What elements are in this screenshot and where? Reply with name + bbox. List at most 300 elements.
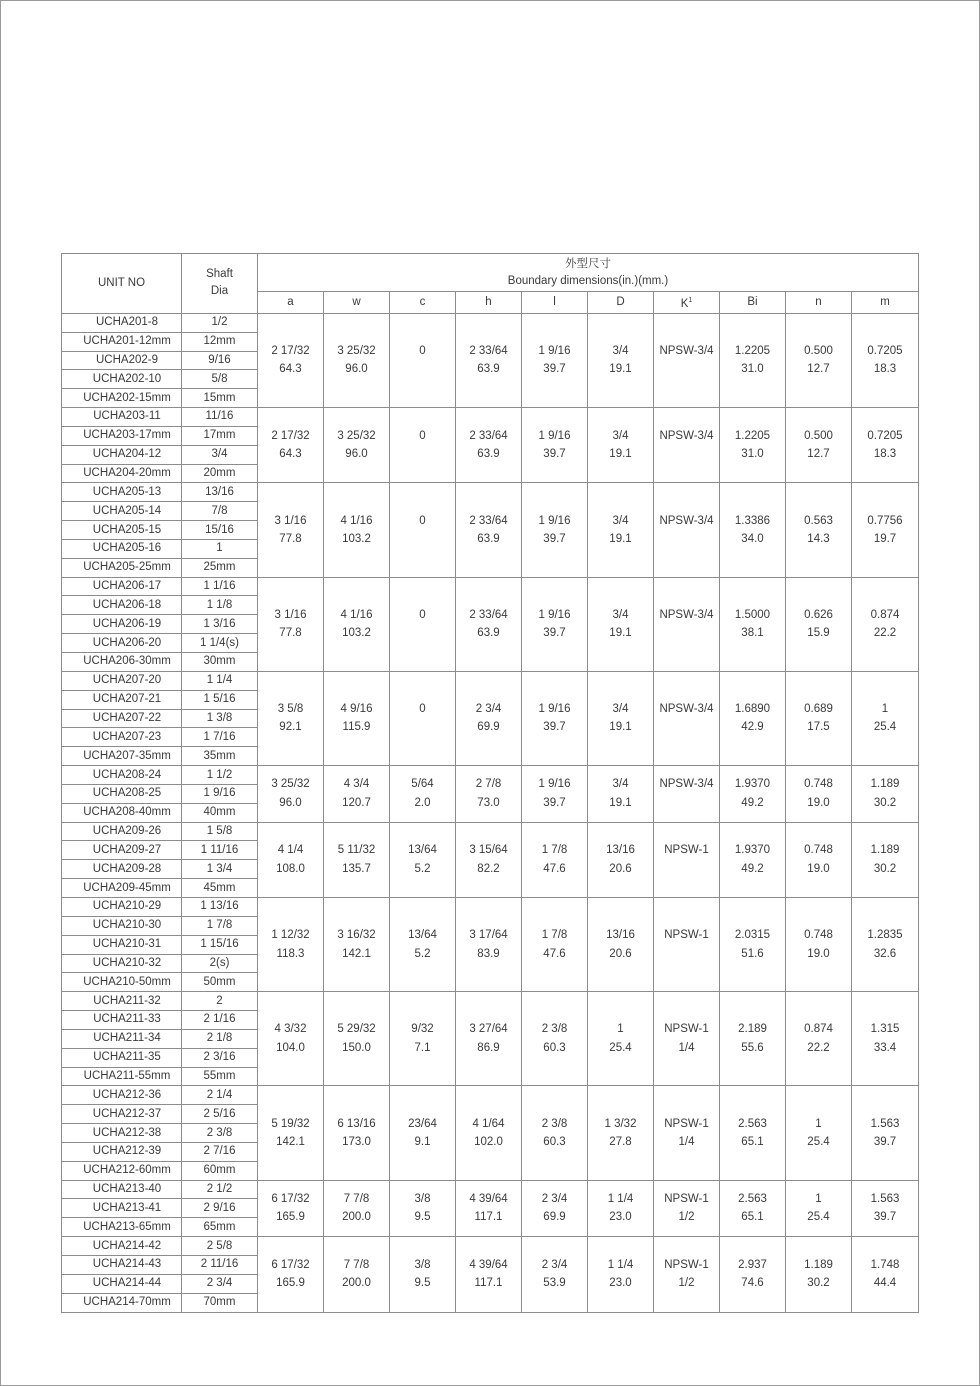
dim-d-inch: 3/4 [612,514,629,527]
dim-bi-cell [720,577,786,671]
unit-no-cell: UCHA212-60mm [62,1161,182,1180]
dim-n-mm: 25.4 [807,1136,830,1149]
dim-l-inch: 1 9/16 [538,778,571,791]
dim-c-mm [390,624,455,643]
shaft-dia-cell: 1 [182,539,258,558]
dim-w-cell [324,1086,390,1180]
dim-k-cell [654,577,720,671]
dim-w-cell [324,822,390,897]
dim-l-cell [522,897,588,991]
dim-w-mm: 200.0 [342,1211,371,1224]
dim-m-cell [852,577,919,671]
dim-d-inch: 1 3/32 [604,1117,637,1130]
col-header-h: h [456,292,522,314]
table-row [62,822,919,841]
table-row [62,1237,919,1256]
dim-a-inch: 3 1/16 [274,514,307,527]
dim-d-mm: 23.0 [609,1277,632,1290]
shaft-dia-cell: 2 3/4 [182,1274,258,1293]
dim-l-inch: 1 9/16 [538,344,571,357]
unit-no-cell: UCHA205-13 [62,483,182,502]
shaft-dia-cell: 3/4 [182,445,258,464]
dim-c-inch: 23/64 [408,1117,437,1130]
dim-k-cell [654,1237,720,1312]
dim-w-inch: 6 13/16 [337,1117,376,1130]
dim-bi-mm: 55.6 [741,1041,764,1054]
dim-a-cell [258,1237,324,1312]
shaft-dia-cell: 1 1/16 [182,577,258,596]
dim-h-cell [456,992,522,1086]
dim-l-cell [522,1180,588,1237]
dim-n-cell [786,1237,852,1312]
dim-bi-cell [720,992,786,1086]
unit-no-cell: UCHA214-42 [62,1237,182,1256]
dim-bi-inch: 1.9370 [734,844,771,857]
dim-h-inch: 3 17/64 [469,929,508,942]
dim-a-inch: 4 1/4 [277,844,304,857]
dim-w-mm: 150.0 [342,1041,371,1054]
unit-no-cell: UCHA203-11 [62,408,182,427]
dim-c-cell [390,483,456,577]
unit-no-cell: UCHA206-30mm [62,653,182,672]
table-row [62,766,919,785]
dim-m-cell [852,822,919,897]
dim-c-inch: 5/64 [411,778,434,791]
dim-c-inch: 0 [419,702,426,715]
dim-h-inch: 2 33/64 [469,608,508,621]
dim-k-inch: NPSW-3/4 [659,429,714,442]
dim-bi-mm: 65.1 [741,1211,764,1224]
dim-n-mm: 19.0 [807,862,830,875]
table-row [62,577,919,596]
dim-c-inch: 0 [419,429,426,442]
dim-k-mm [654,624,719,643]
dim-a-cell [258,483,324,577]
dim-w-inch: 4 1/16 [340,608,373,621]
col-header-d: D [588,292,654,314]
dim-l-cell [522,992,588,1086]
dim-d-cell [588,822,654,897]
col-header-bi: Bi [720,292,786,314]
dim-l-mm: 69.9 [543,1211,566,1224]
unit-no-cell: UCHA206-20 [62,634,182,653]
table-row [62,897,919,916]
shaft-dia-cell: 1/2 [182,313,258,332]
dim-a-cell [258,577,324,671]
dim-c-inch: 3/8 [414,1258,431,1271]
dim-d-inch: 3/4 [612,429,629,442]
dim-bi-inch: 2.937 [738,1258,767,1271]
dim-m-mm: 39.7 [873,1211,897,1224]
dim-n-inch: 0.563 [804,514,833,527]
dim-l-mm: 39.7 [543,448,566,461]
dim-m-cell [852,897,919,991]
unit-no-cell: UCHA201-8 [62,313,182,332]
dim-n-mm: 14.3 [807,533,830,546]
dim-m-inch: 0.7205 [867,429,903,442]
dim-l-cell [522,483,588,577]
unit-no-cell: UCHA209-28 [62,860,182,879]
dim-k-mm: 1/4 [678,1136,695,1149]
dim-a-inch: 2 17/32 [271,429,310,442]
shaft-dia-cell: 1 9/16 [182,784,258,803]
header-shaft-line2: Dia [210,285,229,298]
dim-bi-cell [720,1237,786,1312]
shaft-dia-cell: 2 1/2 [182,1180,258,1199]
dim-a-mm: 64.3 [279,363,302,376]
dim-bi-mm: 65.1 [741,1136,764,1149]
unit-no-cell: UCHA214-43 [62,1256,182,1275]
table-row [62,483,919,502]
dim-k-inch: NPSW-3/4 [659,608,714,621]
dim-d-mm: 19.1 [609,627,632,640]
dim-bi-mm: 31.0 [741,363,764,376]
dim-l-inch: 1 7/8 [541,844,568,857]
dim-d-mm: 20.6 [609,947,632,960]
dim-m-mm: 44.4 [873,1277,897,1290]
dim-n-inch: 0.748 [804,778,833,791]
dim-c-mm [390,445,455,464]
dim-bi-cell [720,483,786,577]
dim-c-inch: 13/64 [408,929,437,942]
dim-w-inch: 3 25/32 [337,344,376,357]
dim-bi-inch: 1.5000 [734,608,771,621]
dim-d-cell [588,766,654,823]
dim-bi-inch: 1.2205 [734,429,771,442]
dim-a-mm: 104.0 [276,1041,305,1054]
header-title-en: Boundary dimensions(in.)(mm.) [507,274,669,287]
dim-k-inch: NPSW-1 [664,1023,709,1036]
dim-a-mm: 64.3 [279,448,302,461]
shaft-dia-cell: 55mm [182,1067,258,1086]
shaft-dia-cell: 1 5/8 [182,822,258,841]
dim-c-cell [390,1086,456,1180]
dimensions-table [61,253,919,1313]
shaft-dia-cell: 1 1/2 [182,766,258,785]
dim-m-inch: 1.563 [870,1192,900,1205]
dim-k-cell [654,313,720,407]
unit-no-cell: UCHA214-70mm [62,1293,182,1312]
dim-k-inch: NPSW-3/4 [659,702,714,715]
dim-c-cell [390,992,456,1086]
dim-c-inch: 3/8 [414,1192,431,1205]
dim-n-inch: 0.500 [804,429,833,442]
dim-h-inch: 2 7/8 [475,778,502,791]
shaft-dia-cell: 30mm [182,653,258,672]
dim-h-mm: 63.9 [477,533,500,546]
dim-k-mm: 1/4 [678,1041,695,1054]
table-row [62,313,919,332]
dim-n-inch: 1 [815,1192,822,1205]
col-header-c: c [390,292,456,314]
unit-no-cell: UCHA212-37 [62,1105,182,1124]
dim-m-cell [852,483,919,577]
dim-bi-cell [720,1086,786,1180]
dim-l-inch: 2 3/4 [541,1258,568,1271]
dim-w-mm: 103.2 [342,627,371,640]
shaft-dia-cell: 2 3/8 [182,1124,258,1143]
dim-h-cell [456,671,522,765]
dim-l-cell [522,1086,588,1180]
shaft-dia-cell: 12mm [182,332,258,351]
dim-a-mm: 77.8 [279,533,302,546]
dim-bi-mm: 31.0 [741,448,764,461]
dim-bi-mm: 49.2 [741,796,764,809]
dim-m-inch: 1.748 [870,1258,900,1271]
unit-no-cell: UCHA209-26 [62,822,182,841]
dim-d-mm: 19.1 [609,363,632,376]
shaft-dia-cell: 70mm [182,1293,258,1312]
col-header-w: w [324,292,390,314]
header-unit-no: UNIT NO [62,254,182,314]
dim-a-cell [258,313,324,407]
dim-c-cell [390,1237,456,1312]
dim-m-inch: 0.7756 [867,514,903,527]
header-title-cn: 外型尺寸 [565,257,611,270]
dim-d-mm: 19.1 [609,448,632,461]
dim-m-cell [852,1180,919,1237]
dim-n-cell [786,1180,852,1237]
dim-m-mm: 39.7 [873,1136,897,1149]
shaft-dia-cell: 1 15/16 [182,935,258,954]
dim-w-cell [324,483,390,577]
dim-m-cell [852,1237,919,1312]
shaft-dia-cell: 40mm [182,803,258,822]
dim-k-cell [654,1086,720,1180]
dim-k-cell [654,408,720,483]
dim-w-mm: 120.7 [342,796,371,809]
dim-w-cell [324,992,390,1086]
shaft-dia-cell: 60mm [182,1161,258,1180]
dim-a-inch: 3 5/8 [277,702,304,715]
dim-bi-cell [720,822,786,897]
dim-d-cell [588,313,654,407]
dim-l-cell [522,766,588,823]
dim-a-mm: 96.0 [279,796,302,809]
dim-h-mm: 63.9 [477,627,500,640]
shaft-dia-cell: 50mm [182,973,258,992]
dim-k-mm: 1/2 [678,1211,695,1224]
dim-a-cell [258,671,324,765]
dim-bi-mm: 38.1 [741,627,764,640]
dim-d-cell [588,1237,654,1312]
dim-bi-mm: 42.9 [741,721,764,734]
dim-k-cell [654,897,720,991]
dim-c-inch: 13/64 [408,844,437,857]
dim-w-mm: 103.2 [342,533,371,546]
dim-m-cell [852,1086,919,1180]
dim-a-mm: 165.9 [276,1277,305,1290]
dim-h-mm: 102.0 [474,1136,503,1149]
dim-d-mm: 23.0 [609,1211,632,1224]
dim-a-cell [258,766,324,823]
shaft-dia-cell: 65mm [182,1218,258,1237]
dim-h-mm: 117.1 [474,1211,503,1224]
dim-bi-mm: 74.6 [741,1277,764,1290]
dim-n-cell [786,766,852,823]
dim-bi-inch: 2.0315 [734,929,771,942]
dim-w-cell [324,766,390,823]
dim-k-mm [654,445,719,464]
dim-h-cell [456,408,522,483]
dim-c-cell [390,577,456,671]
shaft-dia-cell: 5/8 [182,370,258,389]
shaft-dia-cell: 2(s) [182,954,258,973]
col-header-a: a [258,292,324,314]
unit-no-cell: UCHA209-45mm [62,879,182,898]
dim-w-inch: 4 1/16 [340,514,373,527]
unit-no-cell: UCHA208-24 [62,766,182,785]
dim-h-cell [456,1180,522,1237]
dim-n-cell [786,408,852,483]
header-boundary-dimensions [258,254,919,292]
dim-k-cell [654,992,720,1086]
dim-n-inch: 0.689 [804,702,833,715]
shaft-dia-cell: 2 1/4 [182,1086,258,1105]
unit-no-cell: UCHA210-31 [62,935,182,954]
dim-l-mm: 39.7 [543,627,566,640]
dim-k-mm [654,530,719,549]
dim-h-cell [456,897,522,991]
dim-l-cell [522,671,588,765]
dim-m-mm: 25.4 [873,721,897,734]
dim-d-inch: 1 1/4 [607,1258,634,1271]
unit-no-cell: UCHA211-35 [62,1048,182,1067]
dim-h-cell [456,483,522,577]
dim-n-cell [786,822,852,897]
dim-w-cell [324,1180,390,1237]
header-shaft-dia [182,254,258,314]
col-header-n: n [786,292,852,314]
dim-c-cell [390,313,456,407]
dim-k-inch: NPSW-3/4 [659,778,714,791]
dim-c-cell [390,897,456,991]
dim-a-mm: 92.1 [279,721,302,734]
unit-no-cell: UCHA206-19 [62,615,182,634]
dim-h-cell [456,1086,522,1180]
unit-no-cell: UCHA205-16 [62,539,182,558]
dim-bi-inch: 1.2205 [734,344,771,357]
dim-n-mm: 12.7 [807,363,830,376]
dim-n-cell [786,577,852,671]
unit-no-cell: UCHA213-65mm [62,1218,182,1237]
unit-no-cell: UCHA203-17mm [62,426,182,445]
dim-m-cell [852,766,919,823]
dim-w-cell [324,577,390,671]
dim-w-cell [324,671,390,765]
unit-no-cell: UCHA205-25mm [62,558,182,577]
dim-l-cell [522,822,588,897]
dim-k-cell [654,1180,720,1237]
dim-bi-cell [720,671,786,765]
dim-k-cell [654,671,720,765]
shaft-dia-cell: 17mm [182,426,258,445]
dim-bi-cell [720,766,786,823]
unit-no-cell: UCHA204-20mm [62,464,182,483]
dim-h-cell [456,1237,522,1312]
dim-d-cell [588,408,654,483]
dim-bi-mm: 34.0 [741,533,764,546]
dim-w-mm: 96.0 [345,363,368,376]
shaft-dia-cell: 2 1/8 [182,1029,258,1048]
dim-m-mm: 22.2 [873,627,897,640]
unit-no-cell: UCHA202-15mm [62,389,182,408]
shaft-dia-cell: 1 3/8 [182,709,258,728]
table-row [62,1086,919,1105]
col-header-k-sup: 1 [688,297,693,304]
col-header-k-label: K [680,297,689,310]
dim-l-mm: 39.7 [543,533,566,546]
dim-l-mm: 47.6 [543,862,566,875]
dim-h-mm: 69.9 [477,721,500,734]
dim-h-mm: 86.9 [477,1041,500,1054]
dim-n-mm: 30.2 [807,1277,830,1290]
dim-k-cell [654,766,720,823]
dim-w-inch: 3 25/32 [337,429,376,442]
dim-bi-cell [720,408,786,483]
unit-no-cell: UCHA213-40 [62,1180,182,1199]
dim-d-inch: 13/16 [606,929,635,942]
dim-k-inch: NPSW-3/4 [659,344,714,357]
dim-w-mm: 142.1 [342,947,371,960]
shaft-dia-cell: 1 3/4 [182,860,258,879]
dim-k-inch: NPSW-1 [664,1258,709,1271]
unit-no-cell: UCHA207-21 [62,690,182,709]
dim-a-mm: 165.9 [276,1211,305,1224]
dim-c-mm: 5.2 [414,862,431,875]
dim-d-inch: 1 1/4 [607,1192,634,1205]
table-row [62,1180,919,1199]
dim-m-inch: 1.563 [870,1117,900,1130]
shaft-dia-cell: 2 11/16 [182,1256,258,1275]
dim-m-inch: 1.189 [870,844,900,857]
shaft-dia-cell: 35mm [182,747,258,766]
table-row [62,408,919,427]
dim-bi-mm: 51.6 [741,947,764,960]
dim-c-mm [390,360,455,379]
dim-d-cell [588,897,654,991]
unit-no-cell: UCHA202-9 [62,351,182,370]
shaft-dia-cell: 1 3/16 [182,615,258,634]
dim-k-inch: NPSW-3/4 [659,514,714,527]
unit-no-cell: UCHA211-33 [62,1011,182,1030]
unit-no-cell: UCHA212-39 [62,1142,182,1161]
col-header-m: m [852,292,919,314]
dim-a-mm: 142.1 [276,1136,305,1149]
dim-n-inch: 1 [815,1117,822,1130]
dim-n-inch: 0.874 [804,1023,833,1036]
dim-m-inch: 1.2835 [867,929,903,942]
unit-no-cell: UCHA202-10 [62,370,182,389]
dim-w-cell [324,1237,390,1312]
dim-c-mm: 7.1 [414,1041,431,1054]
shaft-dia-cell: 1 1/4 [182,671,258,690]
dim-a-inch: 6 17/32 [271,1192,310,1205]
dim-bi-inch: 1.9370 [734,778,771,791]
dim-k-inch: NPSW-1 [664,929,709,942]
dim-m-inch: 1.315 [870,1023,900,1036]
dim-l-cell [522,577,588,671]
dim-n-cell [786,1086,852,1180]
dim-h-inch: 4 1/64 [472,1117,505,1130]
dim-c-mm [390,718,455,737]
shaft-dia-cell: 2 9/16 [182,1199,258,1218]
dim-c-mm: 9.1 [414,1136,431,1149]
dim-w-inch: 7 7/8 [343,1192,370,1205]
dim-k-inch: NPSW-1 [664,1192,709,1205]
dim-h-cell [456,822,522,897]
shaft-dia-cell: 1 13/16 [182,897,258,916]
